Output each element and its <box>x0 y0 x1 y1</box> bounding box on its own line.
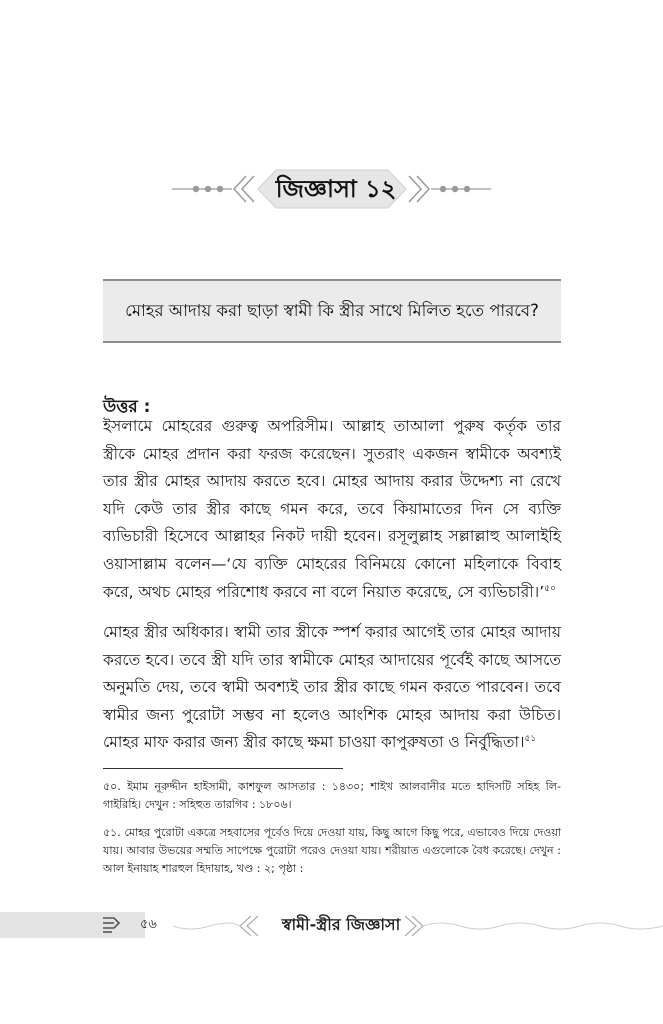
answer-paragraph-2-text: মোহর স্ত্রীর অধিকার। স্বামী তার স্ত্রীকে স্পর্শ করার আগেই তার মোহর আদায় করতে হবে। তবে স্ত্রী যদি তার স্বামীকে মোহর আদায়ের পূর্বেই কাছে আসতে অনুমতি দেয়, তবে স্বামী অবশ্যই তার স্ত্রীর কাছে গমন করতে পারবেন। তবে স্বামীর জন্য পুরোটা সম্ভব না হলেও আংশিক মোহর আদায় করা উচিত। মোহর মাফ করার জন্য স্ত্রীর কাছে ক্ষমা চাওয়া কাপুরুষতা ও নির্বুদ্ধিতা। <box>103 623 561 752</box>
answer-paragraph-2 <box>103 619 561 757</box>
footnote-50: ৫০. ইমাম নূরুদ্দীন হাইসামী, কাশফুল আসতার : ১৪৩০; শাইখ আলবানীর মতে হাদিসটি সহিহ লি-গাইরিহি। দেখুন : সহিহুত তারগিব : ১৮০৬। <box>103 780 561 811</box>
answer-paragraph-1-text: ইসলামে মোহরের গুরুত্ব অপরিসীম। আল্লাহ তাআলা পুরুষ কর্তৃক তার স্ত্রীকে মোহর প্রদান করা ফরজ করেছেন। সুতরাং একজন স্বামীকে অবশ্যই তার স্ত্রীর মোহর আদায় করতে হবে। মোহর আদায় করার উদ্দেশ্য না রেখে যদি কেউ তার স্ত্রীর কাছে গমন করে, তবে কিয়ামাতের দিন সে ব্যক্তি ব্যভিচারী হিসেবে আল্লাহর নিকট দায়ী হবেন। রসূলুল্লাহ সল্লাল্লাহু আলাইহি ওয়াসাল্লাম বলেন—‘যে ব্যক্তি মোহরের বিনিময়ে কোনো মহিলাকে বিবাহ করে, অথচ মোহর পরিশোধ করবে না বলে নিয়াত করেছে, সে ব্যভিচারী।’ <box>103 417 561 601</box>
page-number: ৫৬ <box>140 917 157 932</box>
answer-label: উত্তর : <box>103 397 151 417</box>
chapter-title: জিজ্ঞাসা ১২ <box>275 175 397 203</box>
footnote-51: ৫১. মোহর পুরোটা একত্রে সহবাসের পূর্বেও দিয়ে দেওয়া যায়, কিছু আগে কিছু পরে, এভাবেও দিয়ে দেওয়া যায়। আবার উভয়ের সম্মতি সাপেক্ষে পুরোটা পরেও দেওয়া যায়। শরীয়াত এগুলোকে বৈধ করেছে। দেখুন : আল ইনায়াহ শারহুল হিদায়াহ, খণ্ড : ২; পৃষ্ঠা : <box>103 826 561 875</box>
footnote-divider <box>103 768 343 769</box>
footnote-ref-51: ৫১ <box>524 734 537 745</box>
book-title: স্বামী-স্ত্রীর জিজ্ঞাসা <box>281 915 401 934</box>
footnote-ref-50: ৫০ <box>544 583 556 594</box>
chapter-heading <box>0 168 663 210</box>
answer-paragraph-1 <box>103 413 561 606</box>
question-text: মোহর আদায় করা ছাড়া স্বামী কি স্ত্রীর সাথে মিলিত হতে পারবে? <box>125 301 539 320</box>
question-box <box>103 279 561 343</box>
